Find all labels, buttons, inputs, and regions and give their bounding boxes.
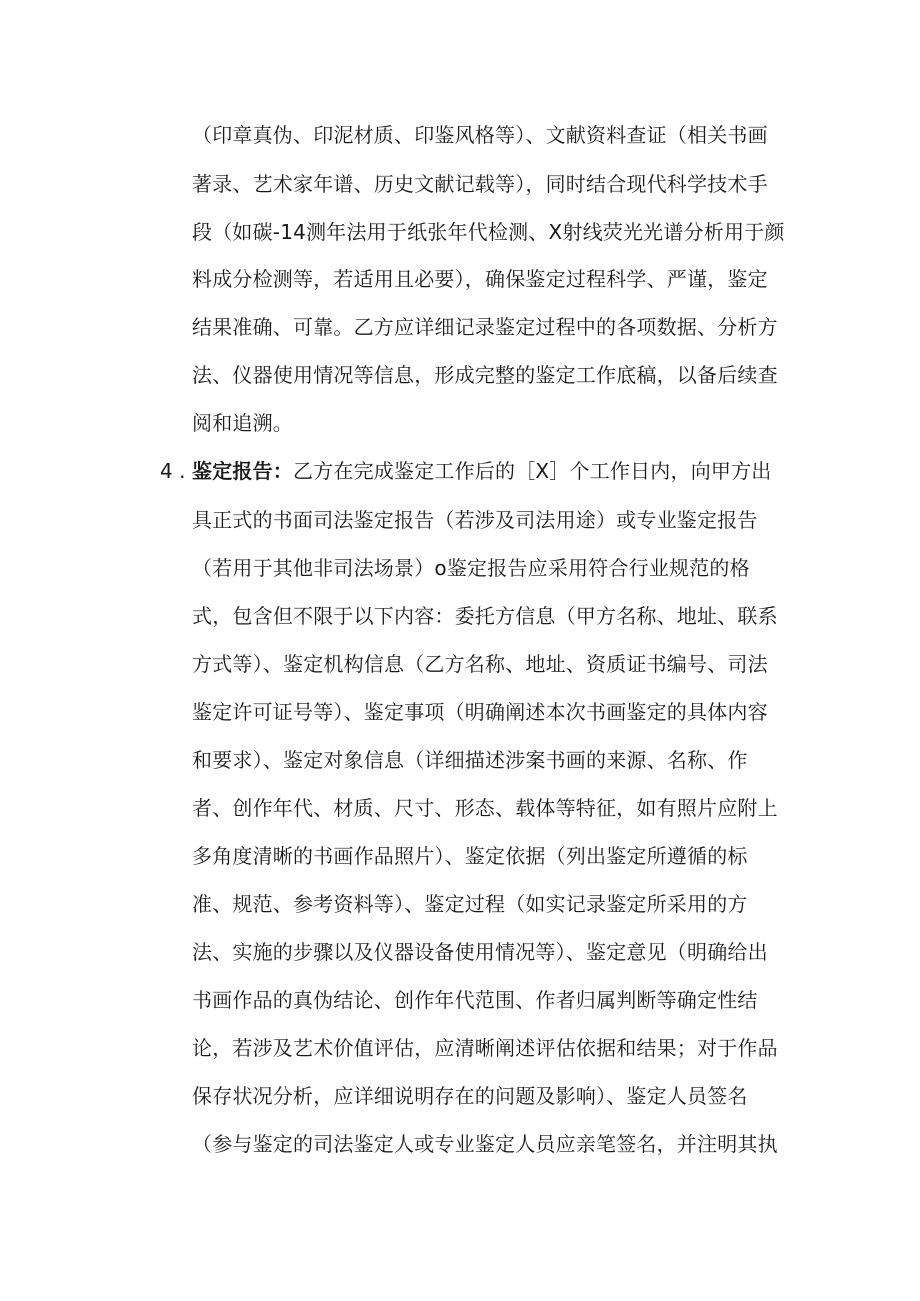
- paragraph-line: 阅和追溯。: [192, 411, 293, 435]
- item-line: 和要求）、鉴定对象信息（详细描述涉案书画的来源、名称、作: [192, 748, 748, 772]
- item-first-line: [192, 459, 772, 483]
- item-first-line-text: 乙方在完成鉴定工作后的［X］个工作日内，向甲方出: [293, 459, 772, 483]
- item-line: 准、规范、参考资料等）、鉴定过程（如实记录鉴定所采用的方: [192, 892, 748, 916]
- paragraph-line: 段（如碳-14测年法用于纸张年代检测、X射线荧光光谱分析用于颜: [192, 220, 785, 244]
- item-line: 保存状况分析，应详细说明存在的问题及影响）、鉴定人员签名: [192, 1084, 748, 1108]
- item-line: 方式等）、鉴定机构信息（乙方名称、地址、资质证书编号、司法: [192, 652, 768, 676]
- paragraph-line: 料成分检测等，若适用且必要），确保鉴定过程科学、严谨，鉴定: [192, 267, 768, 291]
- item-line: 鉴定许可证号等）、鉴定事项（明确阐述本次书画鉴定的具体内容: [192, 700, 768, 724]
- item-line: 具正式的书面司法鉴定报告（若涉及司法用途）或专业鉴定报告: [192, 508, 758, 532]
- item-line: 法、实施的步骤以及仪器设备使用情况等）、鉴定意见（明确给出: [192, 940, 768, 964]
- paragraph-line: （印章真伪、印泥材质、印鉴风格等）、文献资料查证（相关书画: [192, 123, 768, 147]
- item-line: 多角度清晰的书画作品照片）、鉴定依据（列出鉴定所遵循的标: [192, 844, 748, 868]
- paragraph-line: 著录、艺术家年谱、历史文献记载等），同时结合现代科学技术手: [192, 172, 768, 196]
- item-line: 论，若涉及艺术价值评估，应清晰阐述评估依据和结果；对于作品: [192, 1036, 778, 1060]
- paragraph-line: 法、仪器使用情况等信息，形成完整的鉴定工作底稿，以备后续查: [192, 363, 778, 387]
- paragraph-line: 结果准确、可靠。乙方应详细记录鉴定过程中的各项数据、分析方: [192, 315, 778, 339]
- item-line: （参与鉴定的司法鉴定人或专业鉴定人员应亲笔签名，并注明其执: [192, 1132, 778, 1156]
- item-title: 鉴定报告：: [192, 459, 293, 483]
- item-line: 书画作品的真伪结论、创作年代范围、作者归属判断等确定性结: [192, 988, 758, 1012]
- item-line: （若用于其他非司法场景）o鉴定报告应采用符合行业规范的格: [192, 556, 750, 580]
- item-number: 4 .: [160, 459, 186, 483]
- item-line: 式，包含但不限于以下内容：委托方信息（甲方名称、地址、联系: [192, 604, 778, 628]
- item-line: 者、创作年代、材质、尺寸、形态、载体等特征，如有照片应附上: [192, 796, 778, 820]
